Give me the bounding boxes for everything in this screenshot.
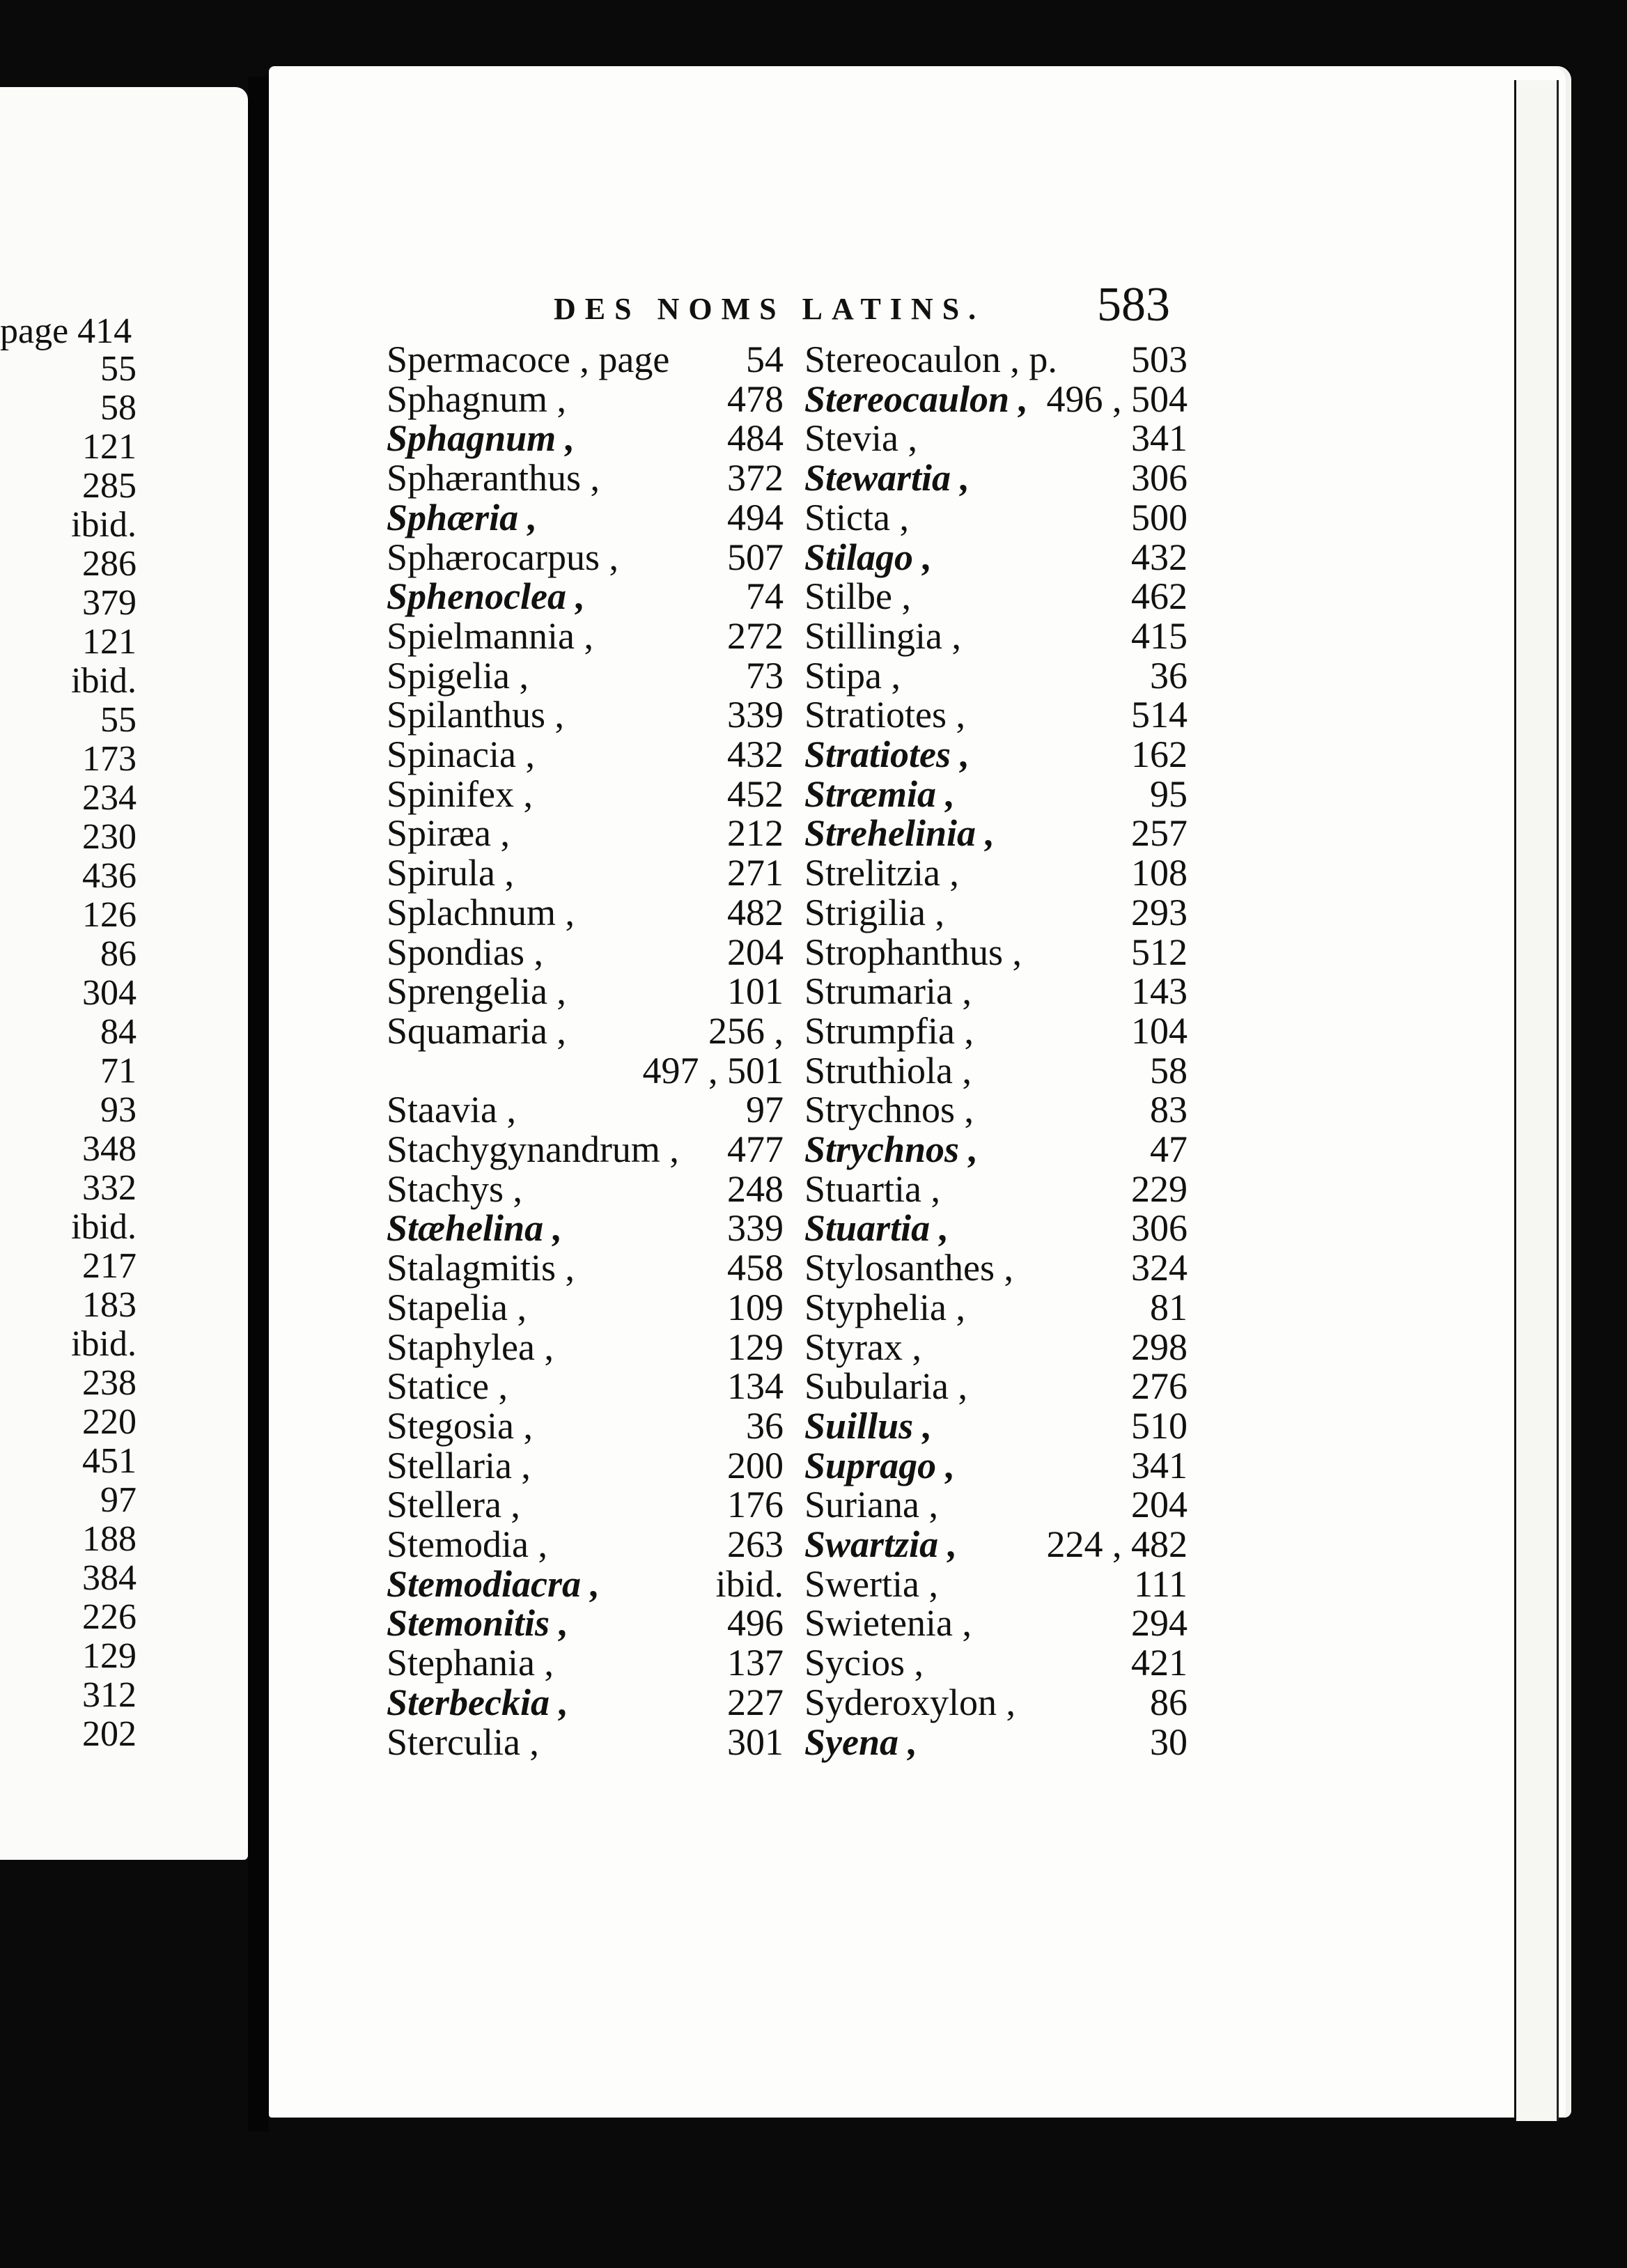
entry-page: 341	[1131, 1445, 1188, 1486]
entry-page: 129	[727, 1326, 784, 1368]
running-head	[554, 277, 1250, 336]
entry-name: Spielmannia ,	[387, 615, 593, 657]
left-page-number: 226	[82, 1597, 137, 1637]
entry-name: Styphelia ,	[804, 1287, 965, 1328]
left-page-number: 234	[82, 778, 137, 818]
entry-page: 137	[727, 1642, 784, 1684]
entry-page: 276	[1131, 1365, 1188, 1407]
index-entry	[387, 1248, 784, 1287]
entry-name: Stræmia ,	[804, 773, 956, 815]
index-entry	[804, 1485, 1188, 1524]
entry-name: Stratiotes ,	[804, 733, 970, 775]
entry-page: 298	[1131, 1326, 1188, 1368]
left-page-number: 384	[82, 1558, 137, 1598]
index-entry	[804, 1603, 1188, 1642]
index-entry	[387, 1446, 784, 1485]
entry-page: 263	[727, 1523, 784, 1565]
entry-name: Swietenia ,	[804, 1602, 972, 1644]
index-entry	[804, 340, 1188, 379]
entry-page: 204	[1131, 1484, 1188, 1525]
index-entry	[387, 1723, 784, 1762]
index-entry	[804, 1328, 1188, 1367]
entry-page: 512	[1131, 931, 1188, 973]
entry-name: Strehelinia ,	[804, 812, 995, 854]
left-page-number: 202	[82, 1714, 137, 1754]
entry-page: 293	[1131, 892, 1188, 933]
index-entry	[804, 1209, 1188, 1248]
index-entry	[804, 933, 1188, 972]
entry-page: 339	[727, 1207, 784, 1249]
entry-name: Strychnos ,	[804, 1128, 979, 1170]
left-page-number: 332	[82, 1168, 137, 1208]
entry-name: Suillus ,	[804, 1405, 933, 1447]
entry-page: 95	[1150, 773, 1188, 815]
left-page-number: 285	[82, 466, 137, 506]
entry-page: 256 ,	[708, 1010, 784, 1052]
index-entry	[804, 1367, 1188, 1406]
entry-name: Strigilia ,	[804, 892, 944, 933]
entry-name: Spirula ,	[387, 852, 514, 894]
entry-name: Stereocaulon ,	[804, 378, 1029, 420]
left-page-number: 173	[82, 739, 137, 779]
index-entry	[804, 458, 1188, 497]
index-entry	[804, 419, 1188, 458]
index-entry	[387, 1485, 784, 1524]
entry-page: 496	[727, 1602, 784, 1644]
entry-page: 372	[727, 457, 784, 499]
entry-page: 432	[1131, 536, 1188, 578]
entry-name: Syderoxylon ,	[804, 1681, 1015, 1723]
index-entry	[387, 893, 784, 932]
index-entry	[387, 775, 784, 814]
index-entry	[387, 577, 784, 616]
left-page-number: 58	[100, 388, 137, 428]
index-entry	[387, 1525, 784, 1564]
left-page-number: 55	[100, 349, 137, 389]
left-page-number: 348	[82, 1129, 137, 1169]
entry-page: 500	[1131, 497, 1188, 538]
index-entry	[804, 616, 1188, 655]
index-entry	[387, 1051, 784, 1090]
left-page-number: 217	[82, 1246, 137, 1286]
index-entry	[804, 1643, 1188, 1682]
entry-page: 503	[1131, 339, 1188, 380]
entry-name: Struthiola ,	[804, 1050, 972, 1092]
entry-page: 86	[1150, 1681, 1188, 1723]
left-page-number: 230	[82, 817, 137, 857]
entry-name: Stilbe ,	[804, 575, 912, 617]
entry-page: 341	[1131, 417, 1188, 459]
left-page-number: 436	[82, 856, 137, 896]
entry-name: Stuartia ,	[804, 1168, 940, 1210]
index-entry	[804, 1723, 1188, 1762]
left-page-number: 188	[82, 1519, 137, 1559]
left-page-number: ibid.	[71, 661, 137, 701]
entry-name: Suprago ,	[804, 1445, 956, 1486]
index-entry	[387, 1011, 784, 1050]
entry-name: Stalagmitis ,	[387, 1247, 575, 1289]
left-page-number: ibid.	[71, 505, 137, 545]
entry-page: 176	[727, 1484, 784, 1525]
index-entry	[387, 616, 784, 655]
entry-name: Stilago ,	[804, 536, 933, 578]
index-entry	[387, 458, 784, 497]
entry-name: Sphæranthus ,	[387, 457, 600, 499]
entry-name: Spilanthus ,	[387, 694, 565, 736]
entry-name: Sphagnum ,	[387, 417, 575, 459]
left-page-number: 238	[82, 1363, 137, 1403]
entry-page: 101	[727, 970, 784, 1012]
entry-name: Sterculia ,	[387, 1721, 539, 1763]
index-entry	[804, 1130, 1188, 1169]
index-entry	[387, 1564, 784, 1603]
index-entry	[804, 775, 1188, 814]
index-entry	[387, 419, 784, 458]
index-entry	[387, 538, 784, 577]
entry-name: Sticta ,	[804, 497, 909, 538]
left-page-number: ibid.	[71, 1207, 137, 1247]
entry-name: Suriana ,	[804, 1484, 938, 1525]
index-entry	[387, 1406, 784, 1445]
entry-name: Sycios ,	[804, 1642, 924, 1684]
left-page-number: 84	[100, 1012, 137, 1052]
entry-page: 484	[727, 417, 784, 459]
index-entry	[804, 814, 1188, 853]
entry-page: 324	[1131, 1247, 1188, 1289]
entry-name: Stemonitis ,	[387, 1602, 569, 1644]
entry-page: 104	[1131, 1010, 1188, 1052]
entry-page: 248	[727, 1168, 784, 1210]
index-entry	[387, 814, 784, 853]
entry-page: 478	[727, 378, 784, 420]
index-entry	[804, 1090, 1188, 1129]
left-page-number: 379	[82, 583, 137, 623]
index-entry	[804, 1288, 1188, 1327]
entry-name: Subularia ,	[804, 1365, 967, 1407]
index-entry	[804, 1051, 1188, 1090]
entry-page: 227	[727, 1681, 784, 1723]
entry-page: 482	[727, 892, 784, 933]
entry-page: 507	[727, 536, 784, 578]
entry-name: Stellera ,	[387, 1484, 520, 1525]
entry-name: Stipa ,	[804, 655, 901, 697]
left-page-number: 126	[82, 895, 137, 935]
entry-page: 111	[1134, 1563, 1188, 1605]
entry-page: 301	[727, 1721, 784, 1763]
index-entry	[387, 1328, 784, 1367]
running-title: DES NOMS LATINS.	[554, 292, 986, 326]
left-page-number: 71	[100, 1051, 137, 1091]
index-entry	[804, 1406, 1188, 1445]
left-page-number: 312	[82, 1675, 137, 1715]
left-page-number: 451	[82, 1441, 137, 1481]
entry-page: 497 , 501	[642, 1050, 784, 1092]
left-page-number: ibid.	[71, 1324, 137, 1364]
left-page-number: 286	[82, 544, 137, 584]
entry-name: Squamaria ,	[387, 1010, 566, 1052]
entry-name: Stellaria ,	[387, 1445, 531, 1486]
entry-name: Stevia ,	[804, 417, 917, 459]
entry-name: Stegosia ,	[387, 1405, 533, 1447]
entry-name: Statice ,	[387, 1365, 508, 1407]
page-edge	[1514, 80, 1559, 2121]
entry-name: Spigelia ,	[387, 655, 529, 697]
entry-name: Stachys ,	[387, 1168, 522, 1210]
entry-name: Splachnum ,	[387, 892, 575, 933]
entry-name: Swartzia ,	[804, 1523, 958, 1565]
entry-page: 514	[1131, 694, 1188, 736]
entry-page: 200	[727, 1445, 784, 1486]
entry-name: Sphærocarpus ,	[387, 536, 618, 578]
index-entry	[804, 656, 1188, 695]
entry-page: 458	[727, 1247, 784, 1289]
entry-page: 510	[1131, 1405, 1188, 1447]
entry-page: 143	[1131, 970, 1188, 1012]
entry-page: 452	[727, 773, 784, 815]
index-entry	[387, 735, 784, 774]
index-entry	[387, 340, 784, 379]
index-entry	[387, 1683, 784, 1722]
left-page-first-label: page 414	[0, 311, 132, 351]
entry-page: 74	[746, 575, 784, 617]
index-entry	[387, 853, 784, 892]
entry-page: 81	[1150, 1287, 1188, 1328]
entry-page: 36	[746, 1405, 784, 1447]
index-entry	[387, 498, 784, 537]
index-entry	[804, 498, 1188, 537]
entry-page: 97	[746, 1089, 784, 1131]
entry-name: Swertia ,	[804, 1563, 938, 1605]
entry-page: 212	[727, 812, 784, 854]
index-entry	[387, 695, 784, 734]
entry-name: Stephania ,	[387, 1642, 554, 1684]
left-page-number: 121	[82, 622, 137, 662]
entry-name: Spondias ,	[387, 931, 544, 973]
index-entry	[387, 1130, 784, 1169]
entry-page: ibid.	[715, 1563, 784, 1605]
entry-page: 108	[1131, 852, 1188, 894]
entry-page: 306	[1131, 1207, 1188, 1249]
index-entry	[387, 380, 784, 419]
entry-name: Sprengelia ,	[387, 970, 566, 1012]
page-number: 583	[1097, 278, 1170, 332]
index-entry	[387, 1170, 784, 1209]
entry-name: Spinifex ,	[387, 773, 533, 815]
entry-name: Strelitzia ,	[804, 852, 959, 894]
entry-name: Stylosanthes ,	[804, 1247, 1014, 1289]
entry-name: Spermacoce , page	[387, 339, 670, 380]
entry-page: 224 , 482	[1046, 1523, 1188, 1565]
index-entry	[387, 1288, 784, 1327]
entry-page: 421	[1131, 1642, 1188, 1684]
entry-page: 73	[746, 655, 784, 697]
entry-page: 109	[727, 1287, 784, 1328]
left-page-number: 55	[100, 700, 137, 740]
index-entry	[387, 933, 784, 972]
index-entry	[804, 380, 1188, 419]
index-entry	[804, 972, 1188, 1011]
entry-name: Strumpfia ,	[804, 1010, 974, 1052]
entry-page: 54	[746, 339, 784, 380]
index-entry	[387, 1367, 784, 1406]
entry-name: Stæhelina ,	[387, 1207, 563, 1249]
index-entry	[804, 695, 1188, 734]
entry-page: 58	[1150, 1050, 1188, 1092]
left-page-number: 220	[82, 1402, 137, 1442]
entry-name: Strychnos ,	[804, 1089, 974, 1131]
entry-page: 162	[1131, 733, 1188, 775]
index-entry	[804, 1525, 1188, 1564]
index-entry	[804, 853, 1188, 892]
index-entry	[804, 577, 1188, 616]
entry-name: Staavia ,	[387, 1089, 516, 1131]
index-entry	[804, 1446, 1188, 1485]
index-entry	[387, 656, 784, 695]
entry-page: 294	[1131, 1602, 1188, 1644]
entry-name: Sterbeckia ,	[387, 1681, 568, 1723]
entry-name: Spinacia ,	[387, 733, 535, 775]
index-entry	[804, 1011, 1188, 1050]
entry-page: 496 , 504	[1046, 378, 1188, 420]
index-entry	[804, 1564, 1188, 1603]
entry-name: Stapelia ,	[387, 1287, 527, 1328]
index-entry	[387, 1090, 784, 1129]
index-entry	[804, 538, 1188, 577]
entry-page: 339	[727, 694, 784, 736]
index-entry	[804, 1170, 1188, 1209]
entry-page: 271	[727, 852, 784, 894]
left-page-number: 97	[100, 1480, 137, 1520]
entry-name: Sphenoclea ,	[387, 575, 586, 617]
entry-name: Stemodiacra ,	[387, 1563, 600, 1605]
entry-page: 432	[727, 733, 784, 775]
entry-page: 134	[727, 1365, 784, 1407]
entry-page: 477	[727, 1128, 784, 1170]
entry-name: Stachygynandrum ,	[387, 1128, 679, 1170]
entry-page: 415	[1131, 615, 1188, 657]
entry-name: Staphylea ,	[387, 1326, 554, 1368]
index-entry	[804, 735, 1188, 774]
index-entry	[804, 893, 1188, 932]
entry-page: 30	[1150, 1721, 1188, 1763]
entry-name: Spiræa ,	[387, 812, 511, 854]
book-gutter	[248, 77, 269, 2131]
entry-name: Stratiotes ,	[804, 694, 965, 736]
index-entry	[387, 1603, 784, 1642]
index-entry	[387, 972, 784, 1011]
entry-name: Stuartia ,	[804, 1207, 949, 1249]
index-entry	[387, 1643, 784, 1682]
entry-name: Stillingia ,	[804, 615, 962, 657]
left-page-number: 86	[100, 934, 137, 974]
entry-page: 272	[727, 615, 784, 657]
entry-page: 257	[1131, 812, 1188, 854]
entry-page: 36	[1150, 655, 1188, 697]
entry-page: 306	[1131, 457, 1188, 499]
entry-page: 204	[727, 931, 784, 973]
entry-name: Stewartia ,	[804, 457, 970, 499]
index-entry	[804, 1683, 1188, 1722]
left-page-number: 304	[82, 973, 137, 1013]
entry-name: Strophanthus ,	[804, 931, 1022, 973]
entry-name: Stereocaulon , p.	[804, 339, 1057, 380]
entry-page: 462	[1131, 575, 1188, 617]
entry-name: Stemodia ,	[387, 1523, 547, 1565]
entry-page: 494	[727, 497, 784, 538]
index-entry	[804, 1248, 1188, 1287]
entry-name: Syena ,	[804, 1721, 917, 1763]
left-page-number: 121	[82, 427, 137, 467]
entry-page: 83	[1150, 1089, 1188, 1131]
entry-page: 229	[1131, 1168, 1188, 1210]
entry-name: Sphæria ,	[387, 497, 538, 538]
entry-name: Styrax ,	[804, 1326, 921, 1368]
left-page-number: 183	[82, 1285, 137, 1325]
entry-name: Strumaria ,	[804, 970, 972, 1012]
left-page-number: 129	[82, 1636, 137, 1676]
index-entry	[387, 1209, 784, 1248]
left-page-number: 93	[100, 1090, 137, 1130]
entry-page: 47	[1150, 1128, 1188, 1170]
entry-name: Sphagnum ,	[387, 378, 567, 420]
